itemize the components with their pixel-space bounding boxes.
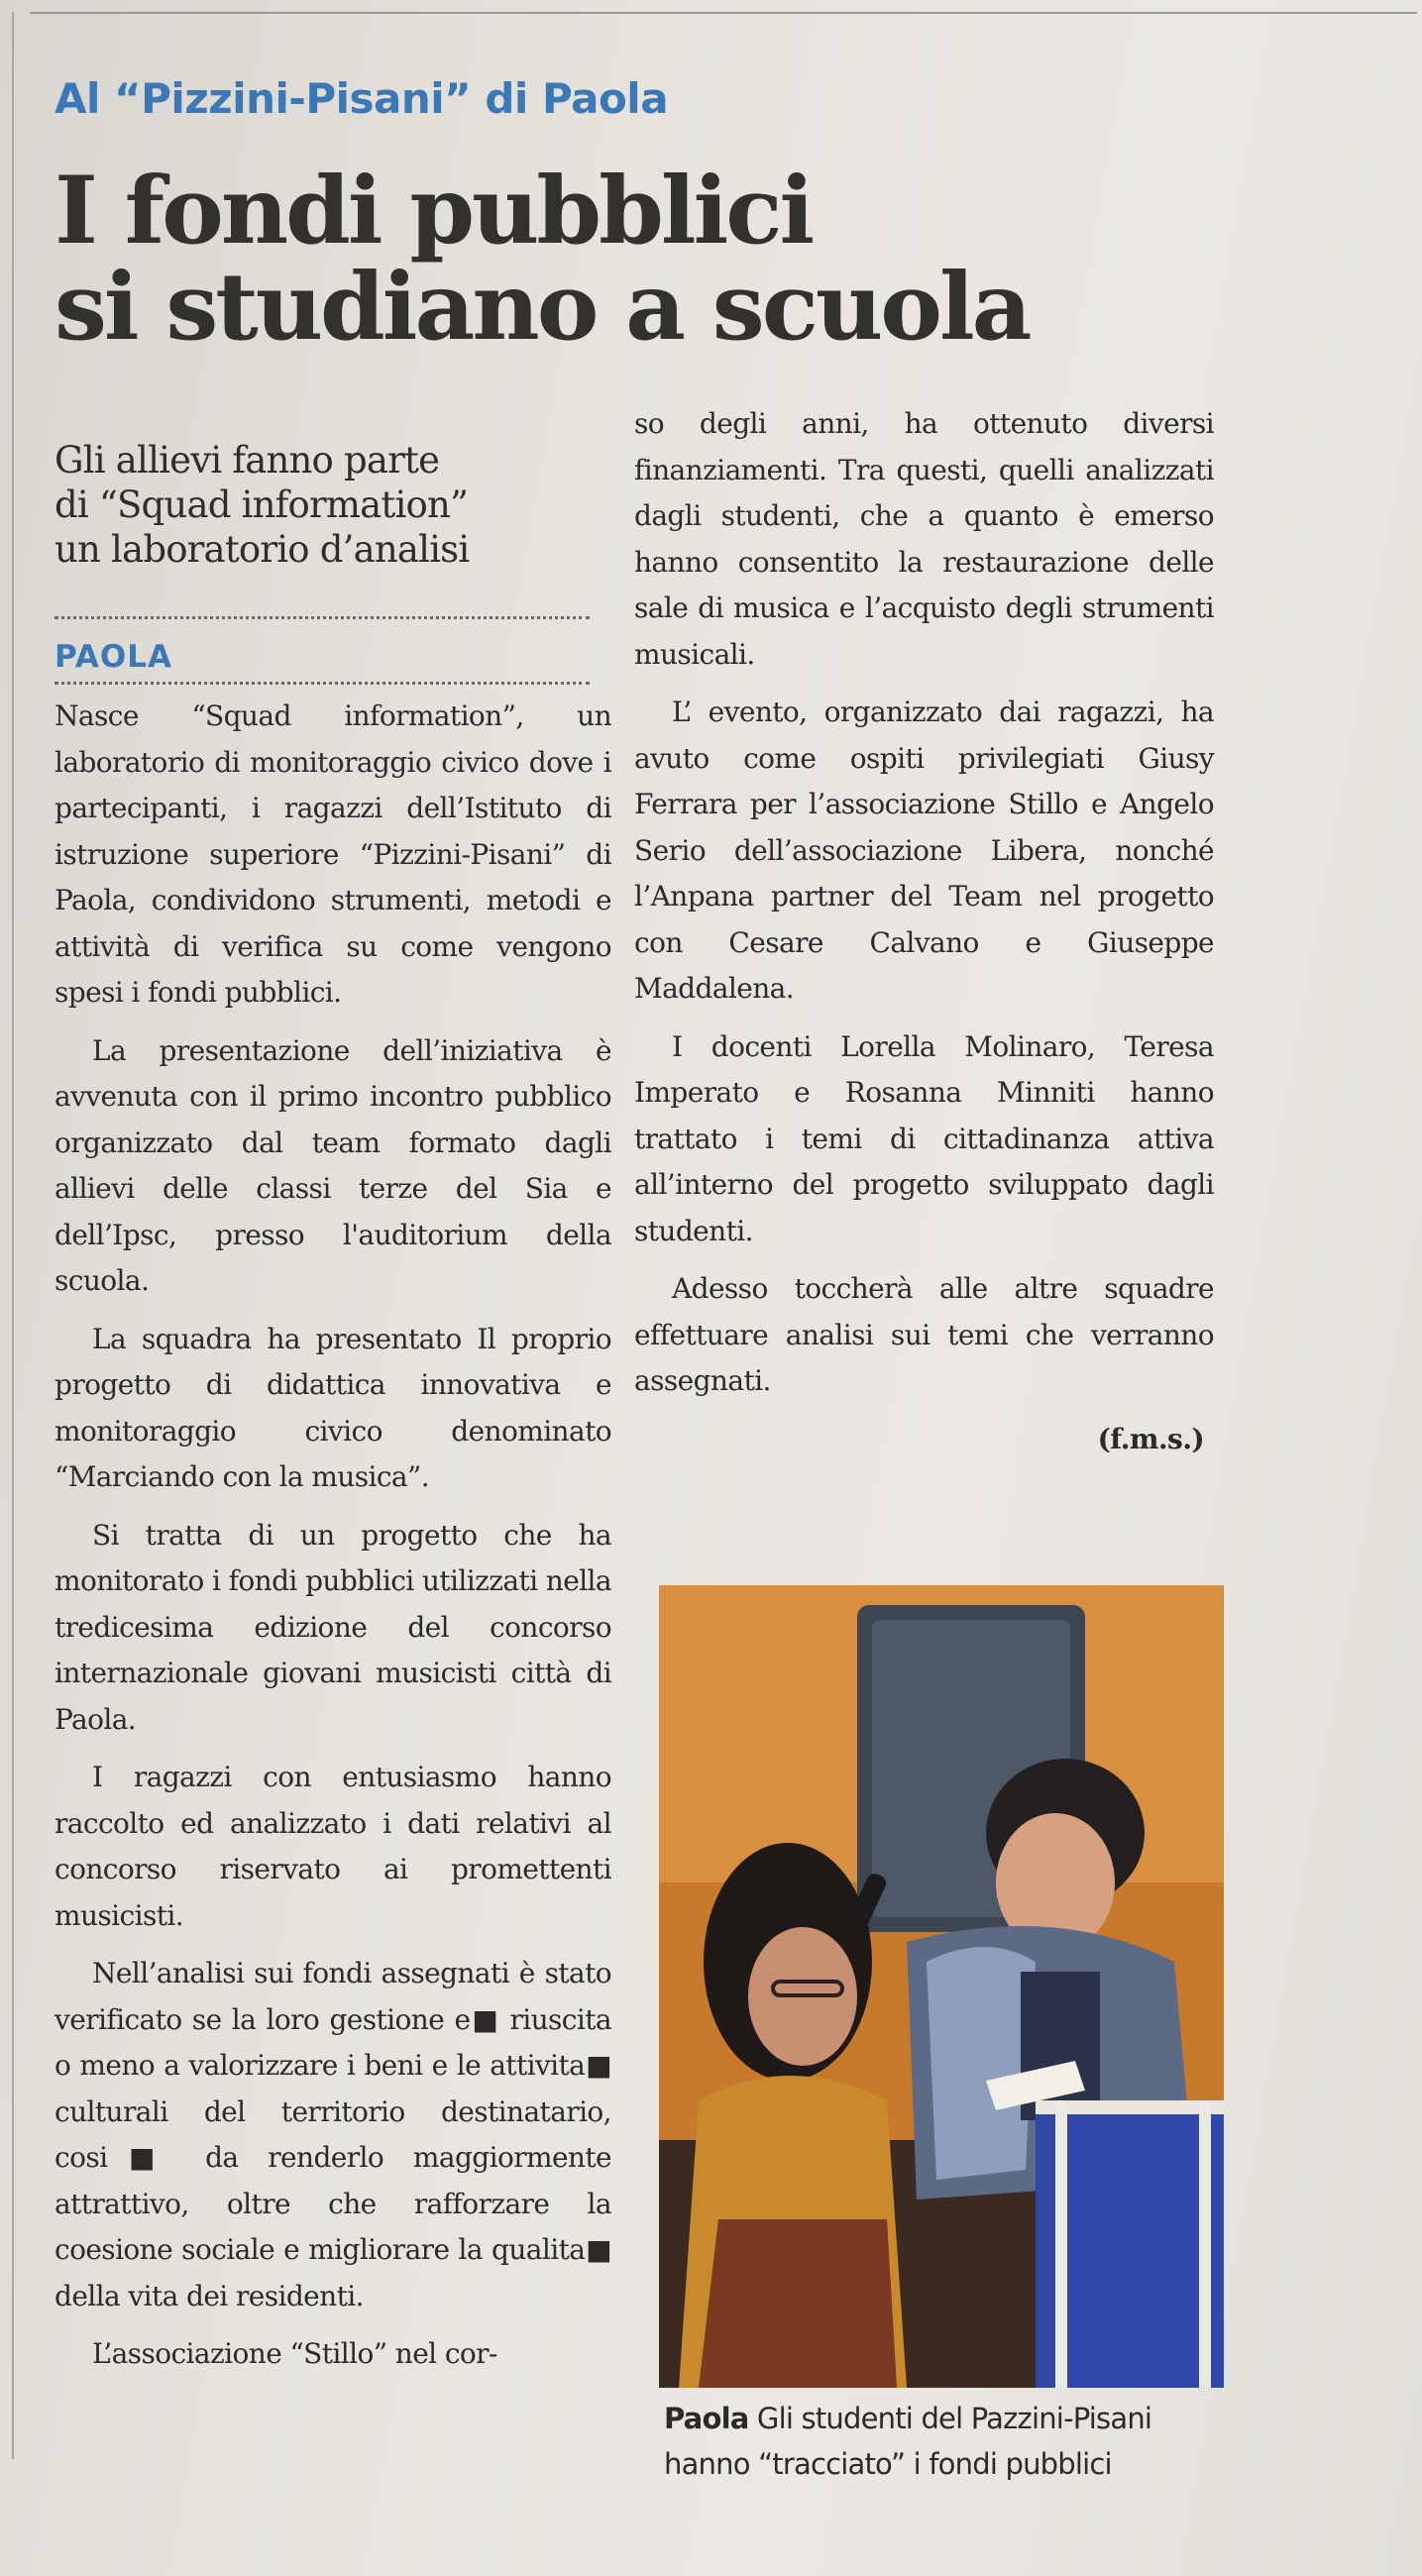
left-column — [55, 694, 611, 2390]
headline-line: I fondi pubblici — [55, 157, 813, 266]
article-subheadline — [55, 438, 609, 572]
paragraph: so degli anni, ha ottenuto diversi finanziamenti. Tra questi, quelli analizzati dagli studenti, che a quanto è emerso hanno consentito la restaurazione delle sale di musica e l’acquisto degli strumenti musicali. — [634, 407, 1214, 671]
dateline: PAOLA — [55, 639, 172, 675]
subheadline-line: Gli allievi fanno parte — [55, 439, 440, 482]
caption-line: hanno “tracciato” i fondi pubblici — [664, 2447, 1112, 2481]
paragraph: L’associazione “Stillo” nel cor- — [92, 2337, 497, 2370]
paragraph: La squadra ha presentato Il proprio progetto di didattica innovativa e monitoraggio civico denominato “Marciando con la musica”. — [55, 1322, 611, 1493]
paragraph: I ragazzi con entusiasmo hanno raccolto ed analizzato i dati relativi al concorso riservato ai promettenti musicisti. — [55, 1761, 611, 1932]
dotted-divider — [55, 682, 590, 685]
paragraph: Nasce “Squad information”, un laboratorio di monitoraggio civico dove i partecipanti, i ragazzi dell’Istituto di istruzione superiore “Pizzini-Pisani” di Paola, condividono strumenti, metodi e attività di verifica su come vengono spesi i fondi pubblici. — [55, 699, 611, 1009]
photo-illustration — [659, 1585, 1224, 2388]
paragraph: Si tratta di un progetto che ha monitorato i fondi pubblici utilizzati nella tredicesima edizione del concorso internazionale giovani musicisti città di Paola. — [55, 1518, 611, 1736]
paragraph: La presentazione dell’iniziativa è avvenuta con il primo incontro pubblico organizzato dal team formato dagli allievi delle classi terze del Sia e dell’Ipsc, presso l'auditorium della scuola. — [55, 1033, 611, 1297]
paragraph: Adesso toccherà alle altre squadre effettuare analisi sui temi che verranno assegnati. — [634, 1272, 1214, 1397]
paragraph: Nell’analisi sui fondi assegnati è stato verificato se la loro gestione e■ riuscita o meno a valorizzare i beni e le attivita■ culturali del territorio destinatario, cosi■ da renderlo maggiormente attrattivo, oltre che rafforzare la coesione sociale e migliorare la qualita■ della vita dei residenti. — [55, 1957, 611, 2312]
subheadline-line: di “Squad information” — [55, 483, 469, 527]
caption-line — [664, 2396, 1249, 2441]
subheadline-line: un laboratorio d’analisi — [55, 528, 470, 572]
paragraph: I docenti Lorella Molinaro, Teresa Imperato e Rosanna Minniti hanno trattato i temi di cittadinanza attiva all’interno del progetto sviluppato dagli studenti. — [634, 1029, 1214, 1247]
article-headline — [55, 157, 1145, 362]
article-kicker: Al “Pizzini-Pisani” di Paola — [55, 74, 669, 123]
right-column — [634, 401, 1214, 1462]
author-signature: (f.m.s.) — [1097, 1422, 1204, 1455]
paragraph: L’ evento, organizzato dai ragazzi, ha avuto come ospiti privilegiati Giusy Ferrara per l’associazione Stillo e Angelo Serio dell’associazione Libera, nonché l’Anpana partner del Team nel progetto con Cesare Calvano e Giuseppe Maddalena. — [634, 696, 1214, 1005]
article-photo — [659, 1585, 1224, 2388]
left-rule — [12, 12, 14, 2459]
caption-text: Gli studenti del Pazzini-Pisani — [756, 2402, 1152, 2435]
caption-label: Paola — [664, 2402, 749, 2435]
photo-caption — [664, 2396, 1249, 2487]
headline-line: si studiano a scuola — [55, 252, 1030, 362]
dotted-divider — [55, 616, 590, 619]
top-rule — [30, 12, 1417, 14]
